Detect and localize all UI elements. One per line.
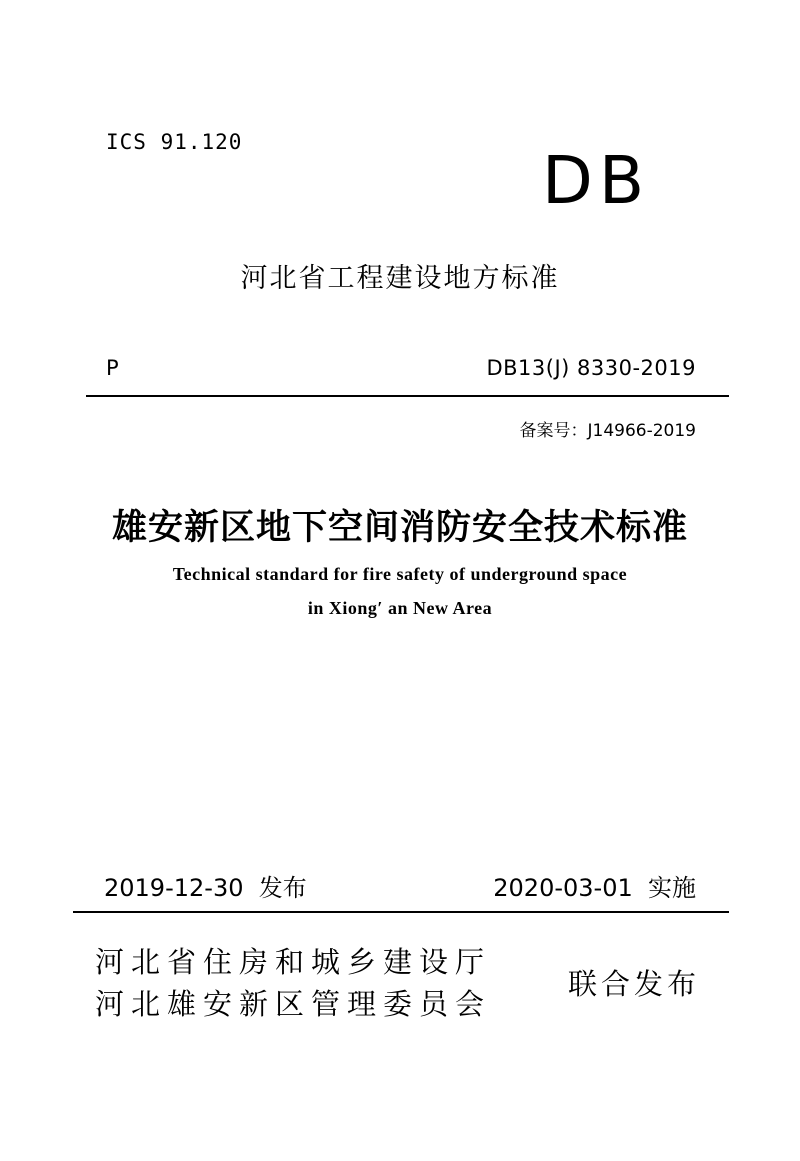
- top-rule-divider: [86, 395, 729, 397]
- db-mark: DB: [542, 142, 651, 219]
- ics-code: ICS 91.120: [106, 130, 243, 154]
- record-number: 备案号：J14966-2019: [519, 421, 696, 441]
- ccs-code: P: [106, 356, 119, 380]
- publisher-line1: 河北省住房和城乡建设厅: [95, 945, 492, 979]
- title-english-line2: in Xiong′ an New Area: [307, 598, 493, 618]
- publisher-line2: 河北雄安新区管理委员会: [95, 987, 492, 1021]
- implement-date: 2020-03-01 实施: [493, 874, 696, 902]
- standard-type: 河北省工程建设地方标准: [240, 263, 560, 294]
- bottom-rule-divider: [73, 911, 729, 913]
- title-chinese: 雄安新区地下空间消防安全技术标准: [111, 507, 688, 548]
- title-english-line1: Technical standard for fire safety of underground space: [172, 564, 628, 584]
- standard-number: DB13(J) 8330-2019: [486, 356, 696, 380]
- joint-release-label: 联合发布: [568, 967, 701, 1001]
- issue-date: 2019-12-30 发布: [104, 874, 307, 902]
